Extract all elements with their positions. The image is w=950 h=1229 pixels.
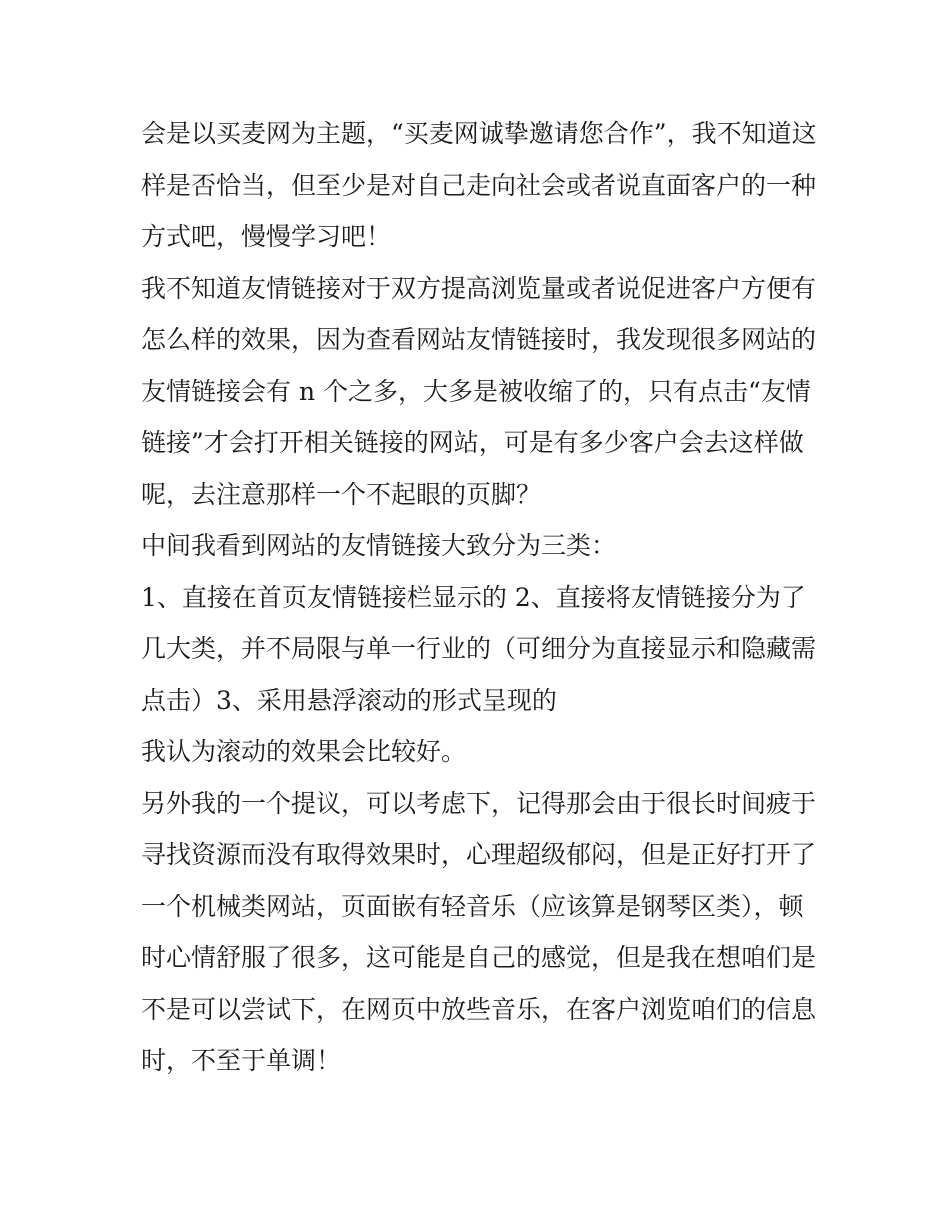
text-line: 友情链接会有 n 个之多，大多是被收缩了的，只有点击“友情 — [141, 376, 811, 406]
text-line: 会是以买麦网为主题，“买麦网诚挚邀请您合作”，我不知道这 — [141, 119, 817, 148]
text-line: 一个机械类网站，页面嵌有轻音乐（应该算是钢琴区类），顿 — [141, 891, 804, 921]
text-line: 链接”才会打开相关链接的网站，可是有多少客户会去这样做 — [141, 428, 804, 457]
text-line: 寻找资源而没有取得效果时，心理超级郁闷，但是正好打开了 — [141, 840, 817, 869]
text-line: 呢，去注意那样一个不起眼的页脚？ — [141, 479, 542, 509]
text-line: 时，不至于单调！ — [141, 1046, 342, 1075]
text-line: 方式吧，慢慢学习吧！ — [141, 222, 392, 251]
text-line: 不是可以尝试下，在网页中放些音乐，在客户浏览咱们的信息 — [141, 994, 817, 1024]
text-line: 另外我的一个提议，可以考虑下，记得那会由于很长时间疲于 — [141, 788, 817, 818]
text-line: 几大类，并不局限与单一行业的（可细分为直接显示和隐藏需 — [141, 634, 817, 663]
text-line: 时心情舒服了很多，这可能是自己的感觉，但是我在想咱们是 — [141, 943, 817, 972]
text-line: 样是否恰当，但至少是对自己走向社会或者说直面客户的一种 — [141, 170, 817, 200]
text-line: 1、直接在首页友情链接栏显示的 2、直接将友情链接分为了 — [141, 582, 806, 612]
text-line: 我认为滚动的效果会比较好。 — [141, 737, 467, 766]
text-line: 中间我看到网站的友情链接大致分为三类： — [141, 531, 617, 560]
text-line: 点击）3、采用悬浮滚动的形式呈现的 — [141, 685, 557, 715]
text-line: 怎么样的效果，因为查看网站友情链接时，我发现很多网站的 — [141, 325, 817, 354]
document-body — [141, 108, 821, 1087]
text-line: 我不知道友情链接对于双方提高浏览量或者说促进客户方便有 — [141, 273, 817, 303]
